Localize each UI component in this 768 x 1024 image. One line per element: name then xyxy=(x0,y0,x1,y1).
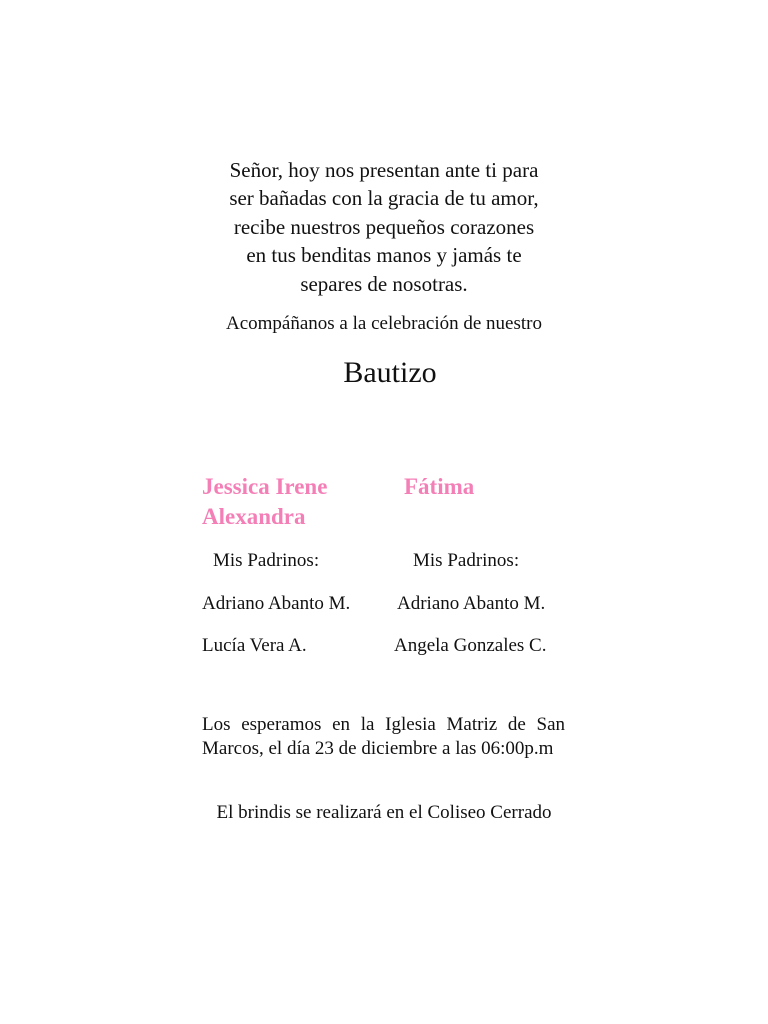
prayer-line: Señor, hoy nos presentan ante ti para xyxy=(229,158,539,182)
prayer-line: recibe nuestros pequeños corazones xyxy=(233,214,535,239)
godparent-name: Lucía Vera A. xyxy=(202,635,307,656)
child-name-second xyxy=(404,472,474,502)
godparents-label-second: Mis Padrinos: xyxy=(413,550,520,571)
child-name-line: Alexandra xyxy=(202,504,306,529)
event-details: Los esperamos en la Iglesia Matriz de San Marcos, el día 23 de diciembre a las 06:00p.m xyxy=(202,714,565,759)
godparent-name: Adriano Abanto M. xyxy=(202,593,351,614)
event-title: Bautizo xyxy=(343,356,437,389)
prayer-line: en tus benditas manos y jamás te xyxy=(246,243,522,268)
child-name-line: Jessica Irene xyxy=(202,474,328,499)
reception-note: El brindis se realizará en el Coliseo Cerrado xyxy=(216,802,552,823)
prayer-line: separes de nosotras. xyxy=(300,271,468,296)
godparent-name: Adriano Abanto M. xyxy=(397,593,546,614)
prayer-line: ser bañadas con la gracia de tu amor, xyxy=(229,186,539,211)
child-name-first xyxy=(202,472,327,532)
invitation-line: Acompáñanos a la celebración de nuestro xyxy=(225,313,542,334)
godparents-label-first: Mis Padrinos: xyxy=(213,550,320,571)
godparent-name: Angela Gonzales C. xyxy=(394,635,547,656)
prayer-text xyxy=(190,156,578,298)
child-name-line: Fátima xyxy=(404,474,475,499)
